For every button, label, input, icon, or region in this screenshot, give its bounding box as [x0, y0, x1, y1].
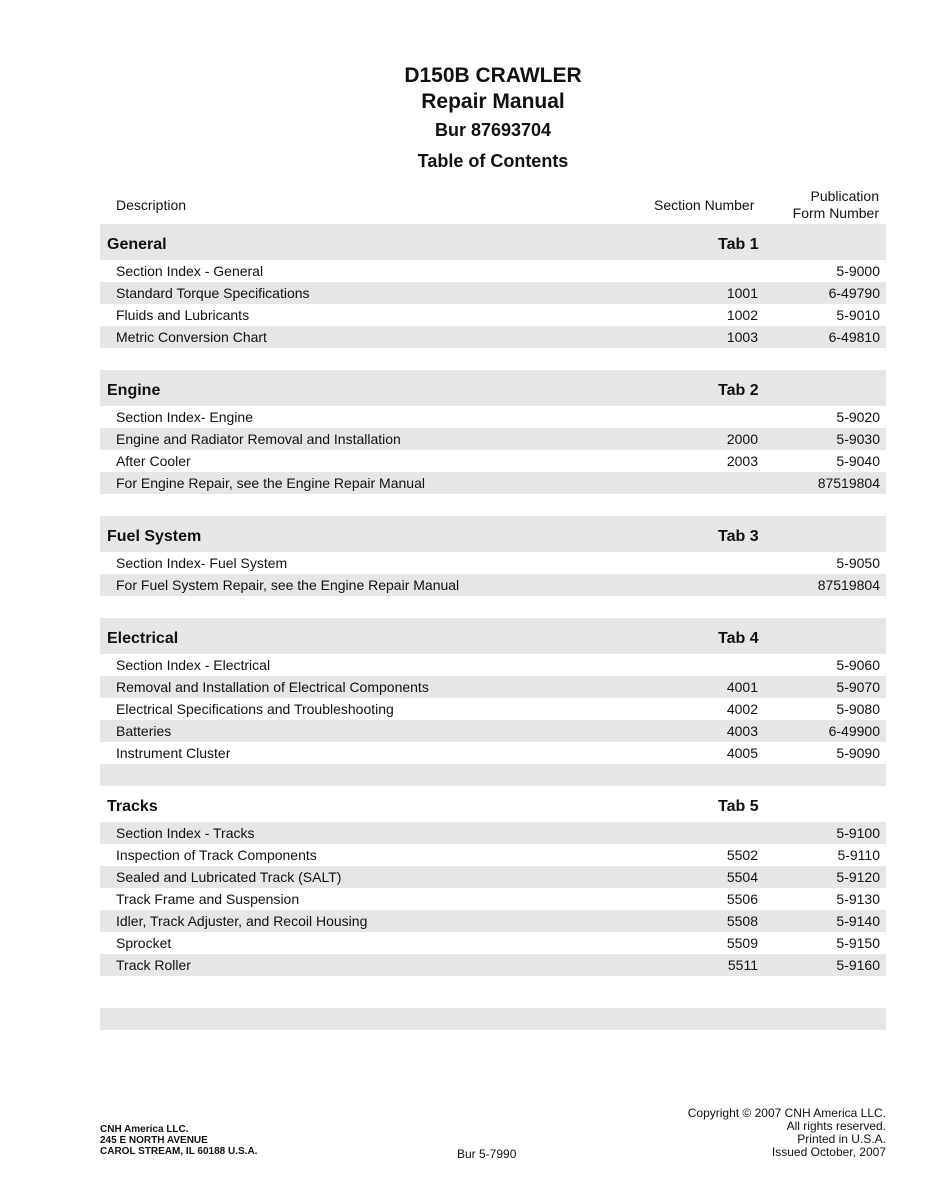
toc-row: [100, 282, 886, 304]
toc-form-number: 5-9160: [836, 957, 880, 973]
toc-section-number: 1001: [726, 285, 758, 301]
toc-form-number: 5-9030: [836, 431, 880, 447]
toc-row: [100, 574, 886, 596]
toc-description: Batteries: [116, 723, 172, 739]
toc-row: [100, 654, 886, 676]
section-spacer: [100, 494, 886, 516]
toc-form-number: 5-9070: [836, 679, 880, 695]
toc-row: [100, 676, 886, 698]
toc-form-number: 5-9140: [836, 913, 880, 929]
section-title: Engine: [107, 382, 161, 399]
toc-form-number: 5-9130: [836, 891, 880, 907]
document-title: D150B CRAWLER: [404, 64, 582, 87]
section-header-electrical: [100, 618, 886, 654]
toc-description: Fluids and Lubricants: [116, 307, 250, 323]
copyright-line: Copyright © 2007 CNH America LLC.: [687, 1106, 886, 1120]
column-header-publication-line1: Publication: [810, 188, 879, 204]
publisher-city: CAROL STREAM, IL 60188 U.S.A.: [100, 1146, 258, 1157]
toc-section-number: 1003: [726, 329, 758, 345]
section-title: Tracks: [107, 798, 158, 815]
section-tab: Tab 5: [718, 798, 759, 815]
section-header-tracks: [100, 786, 886, 822]
section-header-fuel-system: [100, 516, 886, 552]
toc-form-number: 5-9110: [837, 847, 880, 863]
toc-section-number: 5506: [726, 891, 758, 907]
toc-section-number: 5508: [726, 913, 758, 929]
toc-form-number: 5-9020: [836, 409, 880, 425]
toc-form-number: 6-49900: [828, 723, 880, 739]
toc-description: Idler, Track Adjuster, and Recoil Housing: [116, 913, 368, 929]
toc-description: Section Index- Engine: [116, 409, 253, 425]
toc-description: Metric Conversion Chart: [116, 329, 267, 345]
toc-row: [100, 698, 886, 720]
section-header-engine: [100, 370, 886, 406]
toc-description: Sealed and Lubricated Track (SALT): [116, 869, 342, 885]
toc-form-number: 5-9050: [836, 555, 880, 571]
section-header-general: [100, 224, 886, 260]
toc-row: [100, 844, 886, 866]
toc-form-number: 5-9150: [836, 935, 880, 951]
toc-description: For Engine Repair, see the Engine Repair Manual: [116, 475, 425, 491]
toc-description: Track Roller: [116, 957, 191, 973]
toc-row: [100, 406, 886, 428]
toc-form-number: 87519804: [817, 577, 880, 593]
table-of-contents: [100, 224, 886, 1030]
toc-description: Section Index - Tracks: [116, 825, 255, 841]
toc-description: Standard Torque Specifications: [116, 285, 310, 301]
toc-row: [100, 910, 886, 932]
section-spacer: [100, 348, 886, 370]
section-tab: Tab 2: [718, 382, 759, 399]
toc-section-number: 5502: [726, 847, 758, 863]
column-header-description: Description: [116, 197, 187, 213]
toc-section-number: 5509: [726, 935, 758, 951]
section-spacer: [100, 764, 886, 786]
toc-row: [100, 742, 886, 764]
toc-description: Electrical Specifications and Troubleshooting: [116, 701, 394, 717]
column-header-publication: [793, 188, 879, 222]
toc-form-number: 5-9090: [836, 745, 880, 761]
column-header-publication-line2: Form Number: [792, 205, 879, 221]
toc-section-number: 4002: [726, 701, 758, 717]
toc-form-number: 5-9060: [836, 657, 880, 673]
column-header-section-number: Section Number: [654, 197, 755, 213]
printed-line: Printed in U.S.A.: [797, 1132, 886, 1146]
section-title: Fuel System: [107, 528, 202, 545]
issued-line: Issued October, 2007: [771, 1145, 886, 1159]
rights-line: All rights reserved.: [786, 1119, 886, 1133]
toc-description: Section Index- Fuel System: [116, 555, 288, 571]
toc-section-number: 2000: [726, 431, 758, 447]
toc-description: Engine and Radiator Removal and Installation: [116, 431, 401, 447]
toc-row: [100, 450, 886, 472]
toc-section-number: 4003: [726, 723, 758, 739]
section-title: General: [107, 236, 167, 253]
toc-description: Sprocket: [116, 935, 172, 951]
publisher-company: CNH America LLC.: [100, 1124, 189, 1135]
toc-row: [100, 428, 886, 450]
toc-section-number: 4001: [726, 679, 758, 695]
section-tab: Tab 1: [718, 236, 759, 253]
toc-section-number: 2003: [726, 453, 758, 469]
toc-section-number: 5504: [726, 869, 758, 885]
toc-form-number: 87519804: [817, 475, 880, 491]
section-spacer: [100, 1008, 886, 1030]
bur-number: Bur 87693704: [434, 120, 552, 140]
toc-section-number: 5511: [727, 957, 758, 973]
toc-form-number: 6-49810: [828, 329, 880, 345]
section-tab: Tab 4: [718, 630, 759, 647]
toc-row: [100, 888, 886, 910]
toc-row: [100, 932, 886, 954]
toc-row: [100, 552, 886, 574]
toc-description: For Fuel System Repair, see the Engine Repair Manual: [116, 577, 460, 593]
toc-row: [100, 326, 886, 348]
toc-row: [100, 866, 886, 888]
toc-row: [100, 260, 886, 282]
toc-description: Section Index - General: [116, 263, 264, 279]
section-spacer: [100, 596, 886, 618]
document-number: Bur 5-7990: [457, 1147, 517, 1161]
toc-form-number: 5-9080: [836, 701, 880, 717]
toc-form-number: 5-9040: [836, 453, 880, 469]
toc-form-number: 5-9000: [836, 263, 880, 279]
publisher-street: 245 E NORTH AVENUE: [100, 1135, 208, 1146]
toc-description: Inspection of Track Components: [116, 847, 317, 863]
toc-row: [100, 472, 886, 494]
toc-title: Table of Contents: [417, 151, 569, 171]
copyright-block: [688, 1107, 886, 1159]
toc-row: [100, 954, 886, 976]
publisher-address: [100, 1124, 257, 1157]
toc-form-number: 5-9100: [836, 825, 880, 841]
toc-description: Removal and Installation of Electrical Components: [116, 679, 429, 695]
toc-description: Track Frame and Suspension: [116, 891, 300, 907]
toc-form-number: 6-49790: [828, 285, 880, 301]
section-tab: Tab 3: [718, 528, 759, 545]
toc-row: [100, 822, 886, 844]
toc-row: [100, 304, 886, 326]
document-subtitle: Repair Manual: [421, 90, 565, 113]
toc-description: After Cooler: [116, 453, 191, 469]
section-title: Electrical: [107, 630, 179, 647]
section-spacer: [100, 976, 886, 1008]
toc-form-number: 5-9120: [836, 869, 880, 885]
toc-section-number: 1002: [726, 307, 758, 323]
toc-description: Instrument Cluster: [116, 745, 231, 761]
toc-section-number: 4005: [726, 745, 758, 761]
toc-description: Section Index - Electrical: [116, 657, 271, 673]
toc-form-number: 5-9010: [836, 307, 880, 323]
toc-row: [100, 720, 886, 742]
